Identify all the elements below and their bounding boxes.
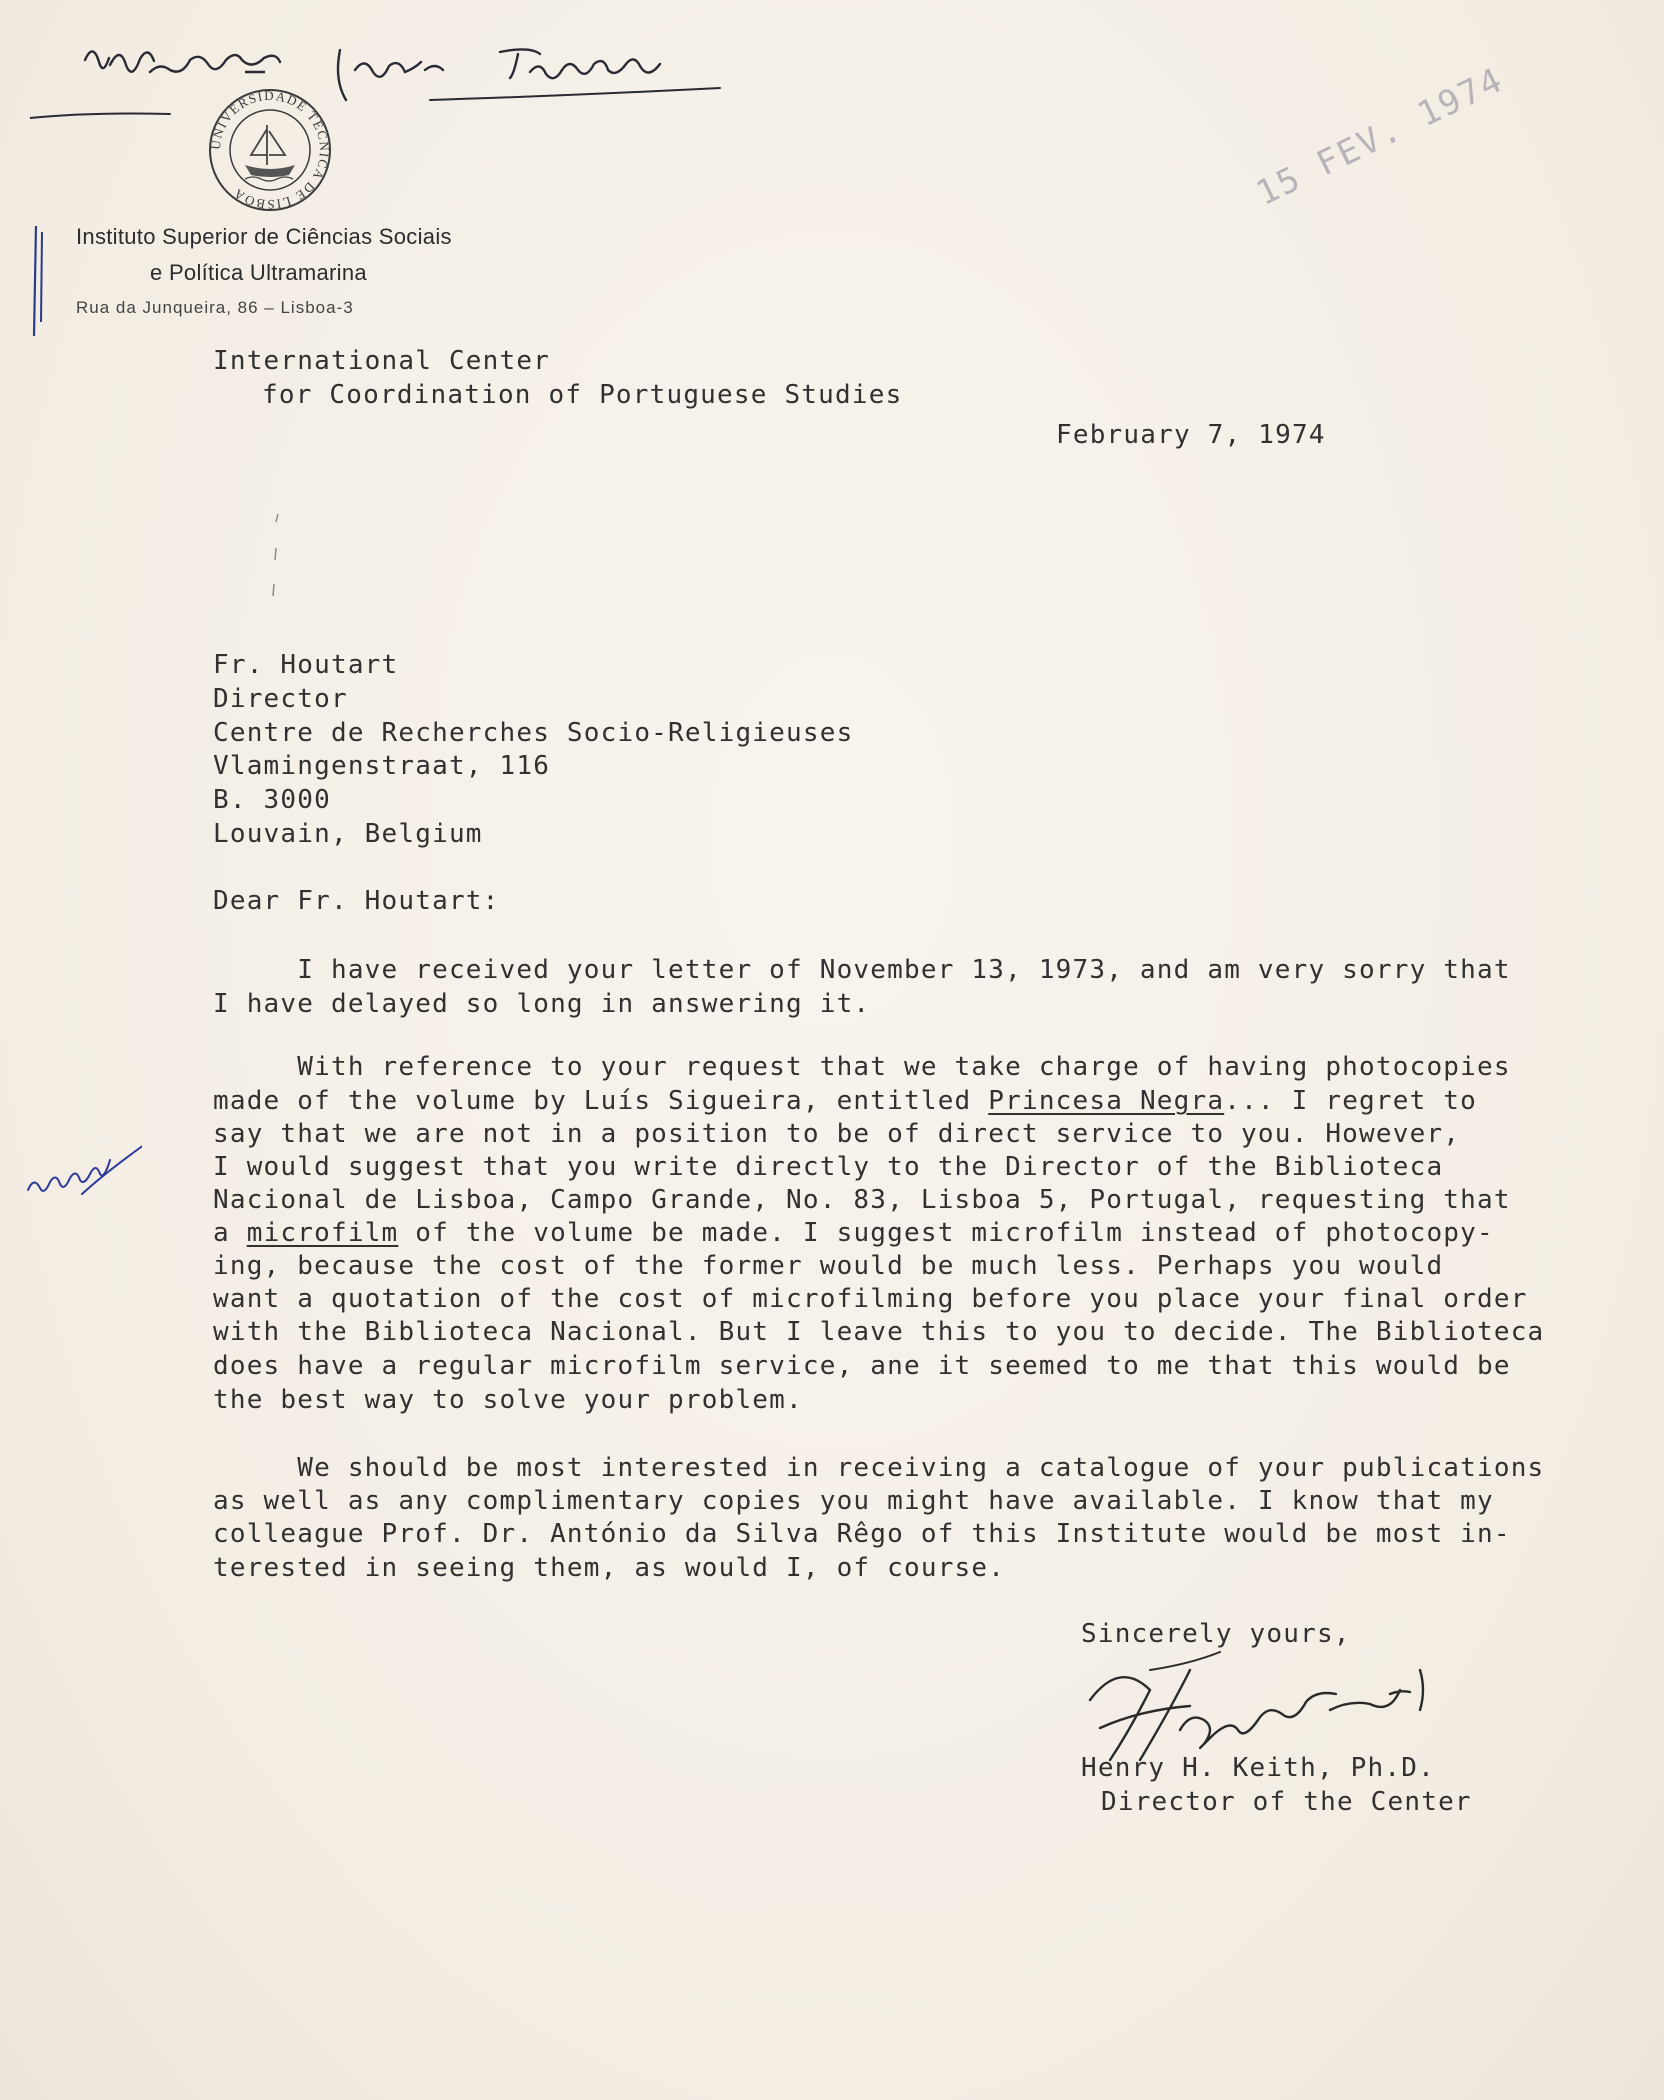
sender-line1: International Center: [213, 346, 551, 376]
svg-text:UNIVERSIDADE TÉCNICA DE LISBOA: UNIVERSIDADE TÉCNICA DE LISBOA: [207, 87, 333, 213]
paragraph-line: made of the volume by Luís Sigueira, entitled Princesa Negra... I regret to: [213, 1086, 1478, 1116]
recipient-line: Louvain, Belgium: [213, 819, 483, 849]
closing: Sincerely yours,: [1081, 1619, 1351, 1649]
signatory-title: Director of the Center: [1101, 1787, 1472, 1817]
book-title: Princesa Negra: [988, 1086, 1225, 1116]
paragraph-line: with the Biblioteca Nacional. But I leave this to you to decide. The Biblioteca: [213, 1317, 1545, 1347]
paragraph-line: colleague Prof. Dr. António da Silva Rêgo of this Institute would be most in-: [213, 1519, 1511, 1549]
recipient-line: Vlamingenstraat, 116: [213, 751, 551, 781]
paragraph-line: as well as any complimentary copies you might have available. I know that my: [213, 1486, 1494, 1516]
institute-address: Rua da Junqueira, 86 – Lisboa-3: [76, 298, 354, 317]
recipient-line: Fr. Houtart: [213, 650, 399, 680]
signatory-name: Henry H. Keith, Ph.D.: [1081, 1753, 1435, 1783]
paragraph-line: does have a regular microfilm service, ane it seemed to me that this would be: [213, 1351, 1511, 1381]
margin-marks: [30, 222, 50, 342]
university-seal: [205, 85, 335, 215]
paragraph-line: want a quotation of the cost of microfilming before you place your final order: [213, 1284, 1528, 1314]
received-stamp: 15 FEV. 1974: [1250, 59, 1510, 214]
paragraph-line: I would suggest that you write directly to the Director of the Biblioteca: [213, 1152, 1444, 1182]
letter-date: February 7, 1974: [1056, 420, 1326, 450]
paragraph-line: We should be most interested in receiving a catalogue of your publications: [213, 1453, 1545, 1483]
institute-name-line2: e Política Ultramarina: [150, 260, 367, 285]
paragraph-line: the best way to solve your problem.: [213, 1385, 803, 1415]
sender-line2: for Coordination of Portuguese Studies: [262, 380, 903, 410]
microfilm-underlined: microfilm: [246, 1218, 399, 1248]
paragraph-line: I have received your letter of November 13, 1973, and am very sorry that: [213, 955, 1511, 985]
salutation: Dear Fr. Houtart:: [213, 886, 500, 916]
recipient-line: Director: [213, 684, 348, 714]
margin-annotation: [22, 1130, 142, 1210]
paragraph-line: With reference to your request that we take charge of having photocopies: [213, 1052, 1511, 1082]
paragraph-line: a microfilm of the volume be made. I suggest microfilm instead of photocopy-: [213, 1218, 1494, 1248]
pencil-marks: [266, 510, 286, 600]
handwritten-note: [30, 20, 730, 130]
recipient-line: B. 3000: [213, 785, 331, 815]
paragraph-line: ing, because the cost of the former would be much less. Perhaps you would: [213, 1251, 1444, 1281]
paragraph-line: terested in seeing them, as would I, of course.: [213, 1553, 1006, 1583]
paragraph-line: I have delayed so long in answering it.: [213, 989, 871, 1019]
institute-name-line1: Instituto Superior de Ciências Sociais: [76, 224, 452, 249]
recipient-line: Centre de Recherches Socio-Religieuses: [213, 718, 854, 748]
paragraph-line: say that we are not in a position to be of direct service to you. However,: [213, 1119, 1461, 1149]
paragraph-line: Nacional de Lisboa, Campo Grande, No. 83, Lisboa 5, Portugal, requesting that: [213, 1185, 1511, 1215]
